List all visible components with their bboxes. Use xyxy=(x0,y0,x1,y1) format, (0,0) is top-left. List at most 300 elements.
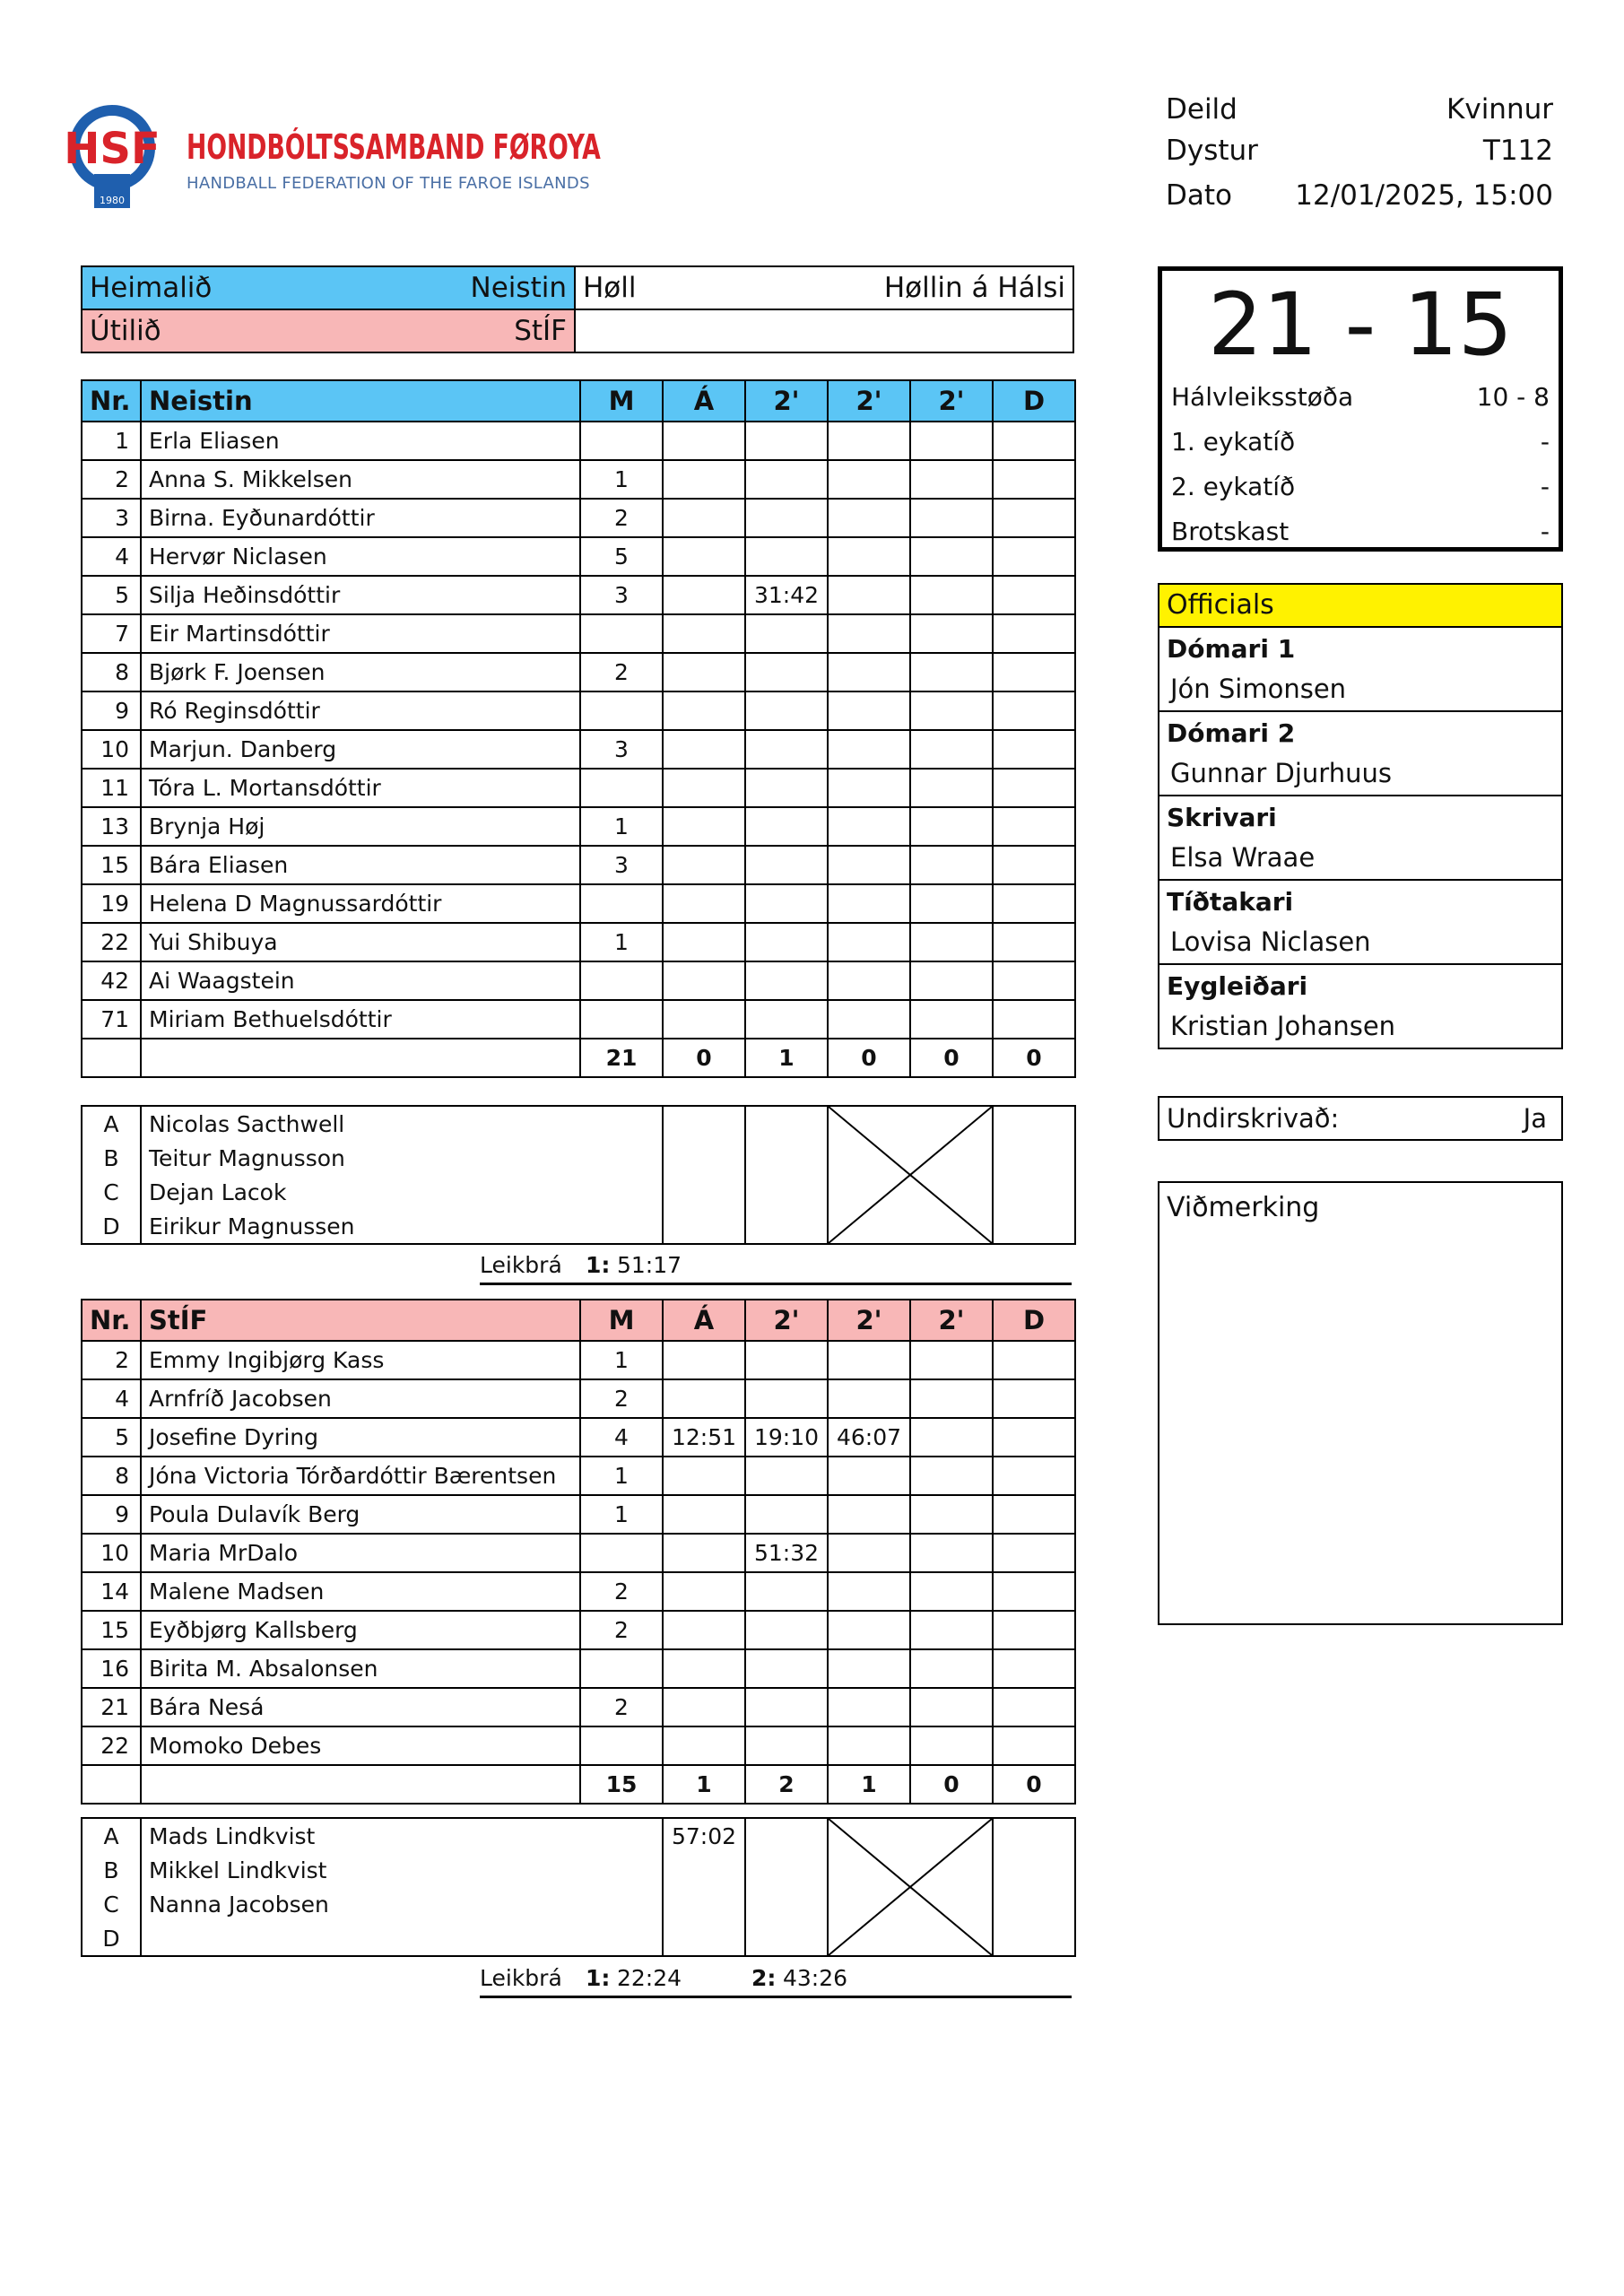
official-name: Elsa Wraae xyxy=(1170,842,1316,873)
player-row xyxy=(82,807,1075,846)
staff-stat-a xyxy=(663,1106,745,1141)
hall-cell xyxy=(575,266,1073,309)
player-stat-t3 xyxy=(910,1418,993,1457)
player-stat-t2 xyxy=(828,1611,910,1649)
player-stat-d xyxy=(993,576,1075,614)
player-name: Birita M. Absalonsen xyxy=(141,1649,580,1688)
staff-letter: D xyxy=(82,1209,141,1244)
player-stat-t3 xyxy=(910,730,993,769)
player-stat-a xyxy=(663,1611,745,1649)
player-stat-t2 xyxy=(828,460,910,499)
player-stat-a xyxy=(663,1688,745,1726)
player-stat-d xyxy=(993,460,1075,499)
staff-row xyxy=(82,1106,1075,1141)
match-info-table xyxy=(81,265,1074,353)
player-stat-d xyxy=(993,1572,1075,1611)
player-number: 1 xyxy=(82,422,141,460)
player-number: 22 xyxy=(82,1726,141,1765)
away-team-cell xyxy=(82,309,575,352)
player-stat-m: 3 xyxy=(580,846,663,884)
player-stat-d xyxy=(993,730,1075,769)
player-stat-t1 xyxy=(745,691,828,730)
player-row xyxy=(82,460,1075,499)
player-number: 16 xyxy=(82,1649,141,1688)
player-stat-t1 xyxy=(745,807,828,846)
staff-name: Mikkel Lindkvist xyxy=(141,1853,663,1887)
player-stat-t3 xyxy=(910,576,993,614)
player-name: Arnfríð Jacobsen xyxy=(141,1379,580,1418)
col-header: 2' xyxy=(910,1300,993,1341)
staff-name: Dejan Lacok xyxy=(141,1175,663,1209)
player-stat-d xyxy=(993,499,1075,537)
meta-label: Deild xyxy=(1166,93,1238,126)
player-row xyxy=(82,846,1075,884)
player-stat-t3 xyxy=(910,923,993,961)
player-name: Marjun. Danberg xyxy=(141,730,580,769)
official-item xyxy=(1159,881,1561,965)
staff-stat-d xyxy=(993,1887,1075,1921)
result-row xyxy=(1162,509,1559,554)
player-stat-t3 xyxy=(910,884,993,923)
player-stat-d xyxy=(993,1000,1075,1039)
player-number: 19 xyxy=(82,884,141,923)
player-row xyxy=(82,730,1075,769)
player-stat-m: 1 xyxy=(580,460,663,499)
player-number: 4 xyxy=(82,1379,141,1418)
player-stat-t1 xyxy=(745,1688,828,1726)
player-number: 10 xyxy=(82,1534,141,1572)
total-t3: 0 xyxy=(910,1765,993,1804)
player-stat-t2 xyxy=(828,1495,910,1534)
staff-stat-a xyxy=(663,1141,745,1175)
player-row xyxy=(82,691,1075,730)
player-stat-t1 xyxy=(745,537,828,576)
player-stat-t3 xyxy=(910,1341,993,1379)
player-number: 42 xyxy=(82,961,141,1000)
home-team-cell xyxy=(82,266,575,309)
player-stat-m: 5 xyxy=(580,537,663,576)
official-name: Jón Simonsen xyxy=(1170,674,1347,704)
col-team-header: Neistin xyxy=(141,380,580,422)
player-stat-d xyxy=(993,1418,1075,1457)
player-number: 9 xyxy=(82,1495,141,1534)
player-name: Bjørk F. Joensen xyxy=(141,653,580,691)
player-stat-a xyxy=(663,1495,745,1534)
player-stat-a xyxy=(663,1379,745,1418)
player-stat-t3 xyxy=(910,1457,993,1495)
player-name: Bára Eliasen xyxy=(141,846,580,884)
player-stat-d xyxy=(993,884,1075,923)
player-stat-a xyxy=(663,1534,745,1572)
col-nr-header: Nr. xyxy=(82,380,141,422)
official-item xyxy=(1159,712,1561,796)
player-stat-t2 xyxy=(828,884,910,923)
player-name: Emmy Ingibjørg Kass xyxy=(141,1341,580,1379)
player-number: 7 xyxy=(82,614,141,653)
staff-letter: B xyxy=(82,1141,141,1175)
player-stat-m: 1 xyxy=(580,923,663,961)
home-label: Heimalið xyxy=(90,272,213,304)
signed-box xyxy=(1158,1096,1563,1141)
result-row-value: - xyxy=(1540,427,1550,457)
player-number: 22 xyxy=(82,923,141,961)
away-roster-header xyxy=(82,1300,1075,1341)
player-stat-t1 xyxy=(745,422,828,460)
player-number: 21 xyxy=(82,1688,141,1726)
player-stat-a xyxy=(663,1000,745,1039)
away-staff-table xyxy=(81,1817,1076,1957)
player-stat-d xyxy=(993,1379,1075,1418)
player-stat-t1 xyxy=(745,460,828,499)
home-roster-header xyxy=(82,380,1075,422)
federation-title: HONDBÓLTSSAMBAND FØROYA xyxy=(187,127,601,167)
player-number: 4 xyxy=(82,537,141,576)
player-name: Momoko Debes xyxy=(141,1726,580,1765)
player-number: 2 xyxy=(82,460,141,499)
player-name: Maria MrDalo xyxy=(141,1534,580,1572)
player-stat-d xyxy=(993,961,1075,1000)
player-stat-t2 xyxy=(828,1649,910,1688)
player-number: 71 xyxy=(82,1000,141,1039)
player-stat-t1 xyxy=(745,730,828,769)
player-number: 9 xyxy=(82,691,141,730)
official-name: Kristian Johansen xyxy=(1170,1011,1396,1041)
official-item xyxy=(1159,628,1561,712)
official-role: Tíðtakari xyxy=(1167,887,1294,917)
officials-panel xyxy=(1158,583,1563,1049)
player-stat-t2 xyxy=(828,769,910,807)
player-stat-t3 xyxy=(910,807,993,846)
player-stat-a xyxy=(663,537,745,576)
totals-empty xyxy=(141,1765,580,1804)
staff-letter: B xyxy=(82,1853,141,1887)
player-stat-t1 xyxy=(745,1000,828,1039)
signed-label: Undirskrivað: xyxy=(1167,1103,1340,1134)
result-row xyxy=(1162,420,1559,465)
col-header: D xyxy=(993,1300,1075,1341)
player-stat-m: 1 xyxy=(580,1341,663,1379)
player-stat-t3 xyxy=(910,846,993,884)
player-stat-t3 xyxy=(910,614,993,653)
player-stat-a xyxy=(663,614,745,653)
timeout-1-time: 22:24 xyxy=(617,1965,682,1991)
player-stat-t1 xyxy=(745,1495,828,1534)
player-stat-t1: 19:10 xyxy=(745,1418,828,1457)
player-stat-d xyxy=(993,1688,1075,1726)
player-number: 15 xyxy=(82,1611,141,1649)
player-stat-a xyxy=(663,730,745,769)
player-name: Josefine Dyring xyxy=(141,1418,580,1457)
player-row xyxy=(82,1726,1075,1765)
player-name: Jóna Victoria Tórðardóttir Bærentsen xyxy=(141,1457,580,1495)
away-roster-table xyxy=(81,1299,1076,1805)
player-stat-d xyxy=(993,923,1075,961)
meta-row-deild xyxy=(1166,93,1553,136)
home-timeouts xyxy=(480,1252,1072,1285)
player-stat-t1 xyxy=(745,1726,828,1765)
player-stat-t2 xyxy=(828,1726,910,1765)
result-row-label: 2. eykatíð xyxy=(1171,472,1296,501)
staff-name xyxy=(141,1921,663,1956)
total-a: 1 xyxy=(663,1765,745,1804)
player-stat-d xyxy=(993,1611,1075,1649)
player-row xyxy=(82,1341,1075,1379)
player-stat-t3 xyxy=(910,499,993,537)
player-stat-a xyxy=(663,422,745,460)
player-stat-t1 xyxy=(745,614,828,653)
staff-stat-a xyxy=(663,1175,745,1209)
staff-stat-2min xyxy=(745,1175,828,1209)
player-stat-d xyxy=(993,653,1075,691)
player-stat-t1 xyxy=(745,653,828,691)
total-d: 0 xyxy=(993,1765,1075,1804)
player-stat-t3 xyxy=(910,653,993,691)
player-name: Poula Dulavík Berg xyxy=(141,1495,580,1534)
player-stat-t2 xyxy=(828,923,910,961)
player-stat-m: 1 xyxy=(580,807,663,846)
player-row xyxy=(82,1534,1075,1572)
player-number: 15 xyxy=(82,846,141,884)
staff-letter: A xyxy=(82,1818,141,1853)
staff-stat-d xyxy=(993,1853,1075,1887)
player-stat-m: 3 xyxy=(580,730,663,769)
player-stat-m xyxy=(580,961,663,1000)
result-box xyxy=(1158,266,1563,552)
player-row xyxy=(82,1649,1075,1688)
player-row xyxy=(82,923,1075,961)
player-stat-a xyxy=(663,807,745,846)
player-stat-d xyxy=(993,537,1075,576)
player-stat-t2 xyxy=(828,807,910,846)
player-number: 14 xyxy=(82,1572,141,1611)
staff-stat-d xyxy=(993,1921,1075,1956)
col-header: 2' xyxy=(910,380,993,422)
player-stat-m xyxy=(580,769,663,807)
player-stat-d xyxy=(993,1495,1075,1534)
player-stat-t2 xyxy=(828,691,910,730)
staff-stat-2min xyxy=(745,1209,828,1244)
player-row xyxy=(82,537,1075,576)
player-stat-t3 xyxy=(910,1688,993,1726)
player-stat-m: 2 xyxy=(580,1611,663,1649)
player-stat-a xyxy=(663,1726,745,1765)
player-stat-t2 xyxy=(828,1379,910,1418)
player-name: Tóra L. Mortansdóttir xyxy=(141,769,580,807)
staff-stat-d xyxy=(993,1106,1075,1141)
player-stat-t3 xyxy=(910,1000,993,1039)
player-name: Anna S. Mikkelsen xyxy=(141,460,580,499)
player-stat-m xyxy=(580,1649,663,1688)
player-stat-t2 xyxy=(828,537,910,576)
meta-label: Dato xyxy=(1166,179,1232,212)
player-number: 8 xyxy=(82,1457,141,1495)
player-stat-a xyxy=(663,1341,745,1379)
result-row-label: Brotskast xyxy=(1171,517,1290,546)
player-name: Bára Nesá xyxy=(141,1688,580,1726)
player-stat-t1 xyxy=(745,1379,828,1418)
meta-row-dato xyxy=(1166,179,1553,222)
player-stat-a xyxy=(663,1572,745,1611)
player-number: 8 xyxy=(82,653,141,691)
svg-text:1980: 1980 xyxy=(100,195,125,206)
col-header: 2' xyxy=(745,380,828,422)
player-stat-t1 xyxy=(745,1572,828,1611)
result-row-value: - xyxy=(1540,517,1550,546)
staff-name: Nanna Jacobsen xyxy=(141,1887,663,1921)
staff-letter: C xyxy=(82,1175,141,1209)
player-stat-t3 xyxy=(910,1649,993,1688)
result-row xyxy=(1162,465,1559,509)
player-stat-a xyxy=(663,923,745,961)
staff-stat-a xyxy=(663,1853,745,1887)
player-stat-t3 xyxy=(910,537,993,576)
player-stat-a xyxy=(663,499,745,537)
result-row xyxy=(1162,375,1559,420)
col-header: 2' xyxy=(828,1300,910,1341)
player-stat-t1 xyxy=(745,884,828,923)
player-row xyxy=(82,1379,1075,1418)
total-t1: 2 xyxy=(745,1765,828,1804)
player-row xyxy=(82,1000,1075,1039)
player-stat-d xyxy=(993,614,1075,653)
staff-name: Nicolas Sacthwell xyxy=(141,1106,663,1141)
totals-empty xyxy=(141,1039,580,1077)
player-stat-d xyxy=(993,1534,1075,1572)
player-stat-m: 2 xyxy=(580,1688,663,1726)
totals-row xyxy=(82,1765,1075,1804)
player-stat-t3 xyxy=(910,460,993,499)
player-number: 5 xyxy=(82,576,141,614)
player-number: 5 xyxy=(82,1418,141,1457)
player-stat-t1 xyxy=(745,1649,828,1688)
player-name: Hervør Niclasen xyxy=(141,537,580,576)
official-item xyxy=(1159,965,1561,1048)
total-m: 15 xyxy=(580,1765,663,1804)
away-team-name: StÍF xyxy=(514,315,567,347)
totals-empty xyxy=(82,1765,141,1804)
player-stat-a xyxy=(663,460,745,499)
player-stat-t1 xyxy=(745,923,828,961)
player-stat-d xyxy=(993,807,1075,846)
totals-empty xyxy=(82,1039,141,1077)
player-stat-m xyxy=(580,1726,663,1765)
staff-stat-2min xyxy=(745,1106,828,1141)
player-stat-m xyxy=(580,614,663,653)
player-stat-m: 3 xyxy=(580,576,663,614)
staff-row xyxy=(82,1818,1075,1853)
away-label: Útilið xyxy=(90,315,161,347)
player-stat-t3 xyxy=(910,769,993,807)
player-stat-t1: 51:32 xyxy=(745,1534,828,1572)
totals-row xyxy=(82,1039,1075,1077)
meta-value: T112 xyxy=(1482,135,1553,167)
staff-stat-2min xyxy=(745,1141,828,1175)
player-stat-m: 1 xyxy=(580,1457,663,1495)
staff-name: Eirikur Magnussen xyxy=(141,1209,663,1244)
player-stat-m xyxy=(580,1534,663,1572)
officials-heading: Officials xyxy=(1159,585,1561,628)
total-t2: 1 xyxy=(828,1765,910,1804)
player-name: Helena D Magnussardóttir xyxy=(141,884,580,923)
player-stat-a xyxy=(663,1457,745,1495)
player-stat-t1: 31:42 xyxy=(745,576,828,614)
timeout-1-time: 51:17 xyxy=(617,1252,682,1278)
player-row xyxy=(82,769,1075,807)
player-stat-a xyxy=(663,653,745,691)
player-stat-d xyxy=(993,846,1075,884)
hsf-logo-mark xyxy=(63,99,161,211)
player-stat-m xyxy=(580,1000,663,1039)
player-name: Miriam Bethuelsdóttir xyxy=(141,1000,580,1039)
cross-mark xyxy=(829,1107,992,1243)
player-stat-t2 xyxy=(828,961,910,1000)
player-stat-t2 xyxy=(828,1572,910,1611)
staff-stat-a xyxy=(663,1921,745,1956)
col-header: 2' xyxy=(828,380,910,422)
player-name: Birna. Eyðunardóttir xyxy=(141,499,580,537)
player-row xyxy=(82,1611,1075,1649)
total-t2: 0 xyxy=(828,1039,910,1077)
player-stat-t1 xyxy=(745,1341,828,1379)
player-stat-t1 xyxy=(745,769,828,807)
total-t1: 1 xyxy=(745,1039,828,1077)
player-row xyxy=(82,1572,1075,1611)
player-name: Eir Martinsdóttir xyxy=(141,614,580,653)
player-stat-a: 12:51 xyxy=(663,1418,745,1457)
official-role: Skrivari xyxy=(1167,803,1277,832)
staff-stat-2min xyxy=(745,1818,828,1853)
staff-stat-d xyxy=(993,1818,1075,1853)
federation-subtitle: HANDBALL FEDERATION OF THE FAROE ISLANDS xyxy=(187,174,590,193)
hall-name: Høllin á Hálsi xyxy=(883,272,1065,304)
away-timeouts xyxy=(480,1965,1072,1998)
timeout-2-time: 43:26 xyxy=(783,1965,848,1991)
staff-stat-d xyxy=(993,1141,1075,1175)
player-stat-t1 xyxy=(745,499,828,537)
player-stat-t2 xyxy=(828,1000,910,1039)
staff-stat-a: 57:02 xyxy=(663,1818,745,1853)
player-stat-a xyxy=(663,1649,745,1688)
player-name: Brynja Høj xyxy=(141,807,580,846)
empty-info-cell xyxy=(575,309,1073,352)
cross-mark xyxy=(829,1819,992,1955)
player-row xyxy=(82,1688,1075,1726)
timeout-1-label: 1: xyxy=(586,1252,611,1278)
player-stat-t1 xyxy=(745,1457,828,1495)
player-stat-m: 2 xyxy=(580,1379,663,1418)
player-stat-t1 xyxy=(745,961,828,1000)
col-header: Á xyxy=(663,1300,745,1341)
final-score: 21 - 15 xyxy=(1208,274,1513,375)
player-name: Erla Eliasen xyxy=(141,422,580,460)
player-name: Eyðbjørg Kallsberg xyxy=(141,1611,580,1649)
player-stat-t2 xyxy=(828,653,910,691)
player-number: 13 xyxy=(82,807,141,846)
col-nr-header: Nr. xyxy=(82,1300,141,1341)
player-number: 3 xyxy=(82,499,141,537)
player-stat-d xyxy=(993,1341,1075,1379)
signed-value: Ja xyxy=(1523,1103,1547,1134)
meta-value: Kvinnur xyxy=(1446,93,1553,126)
total-a: 0 xyxy=(663,1039,745,1077)
player-row xyxy=(82,576,1075,614)
player-stat-t2 xyxy=(828,1457,910,1495)
player-stat-t2: 46:07 xyxy=(828,1418,910,1457)
hall-label: Høll xyxy=(583,272,637,304)
player-row xyxy=(82,614,1075,653)
total-m: 21 xyxy=(580,1039,663,1077)
player-row xyxy=(82,653,1075,691)
